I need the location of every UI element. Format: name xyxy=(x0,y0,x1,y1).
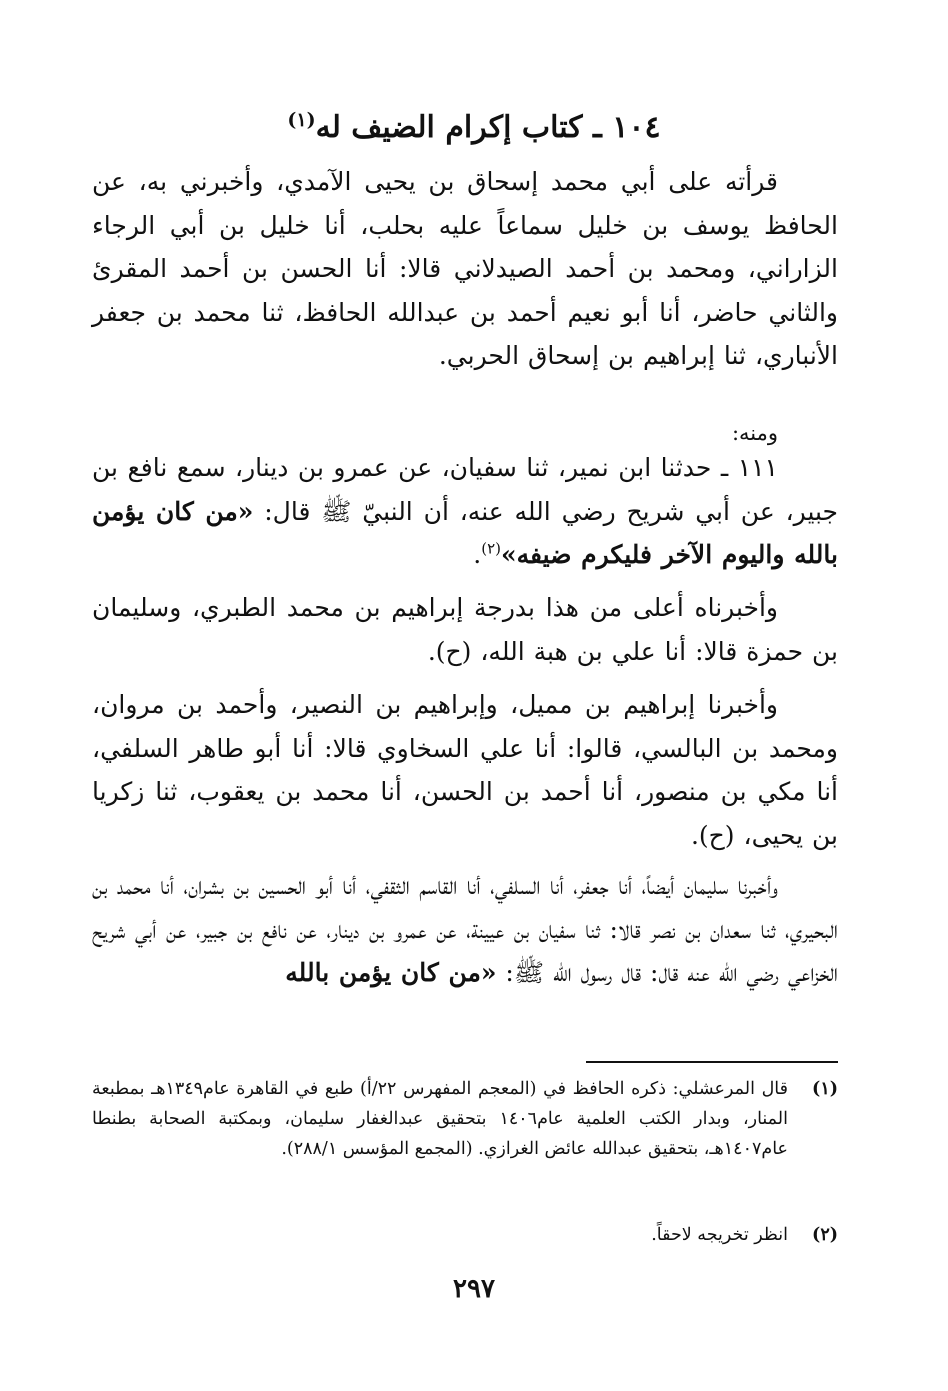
hadith-text: «من كان يؤمن بالله واليوم الآخر فليكرم ضيفه» xyxy=(92,496,838,569)
paragraph-1: قرأته على أبي محمد إسحاق بن يحيى الآمدي، وأخبرني به، عن الحافظ يوسف بن خليل سماعاً عليه بحلب، أنا خليل بن أبي الرجاء الزاراني، ومحمد بن أحمد الصيدلاني قالا: أنا الحسن بن أحمد المقرئ والثاني حاضر، أنا أبو نعيم أحمد بن عبدالله الحافظ، ثنا محمد بن جعفر الأنباري، ثنا إبراهيم بن إسحاق الحربي. xyxy=(92,167,838,370)
paragraph-1-block xyxy=(92,160,838,378)
paragraph-4-block xyxy=(92,586,838,673)
hadith-paragraph xyxy=(92,446,838,577)
footnote-2 xyxy=(92,1220,838,1250)
paragraph-4: وأخبرناه أعلى من هذا بدرجة إبراهيم بن محمد الطبري، وسليمان بن حمزة قالا: أنا علي بن هبة الله، (ح). xyxy=(92,593,838,666)
footnote-1-marker: (١) xyxy=(812,1079,838,1099)
paragraph-6-hadith: «من كان يؤمن بالله xyxy=(285,958,497,987)
paragraph-6-chain: وأخبرنا سليمان أيضاً، أنا جعفر، أنا السلفي، أنا القاسم الثقفي، أنا أبو الحسين بن بشران، أنا محمد بن البحيري، ثنا سعدان بن نصر قالا: ثنا سفيان بن عيينة، عن عمرو بن دينار، عن نافع بن جبير، عن أبي شريح الخزاعي رضي الله عنه قال: قال رسول الله ﷺ: xyxy=(92,871,838,987)
footnote-2-marker: (٢) xyxy=(812,1225,838,1245)
hadith-end-punctuation: . xyxy=(473,540,482,569)
paragraph-2: ومنه: xyxy=(731,421,778,445)
footnote-2-text: انظر تخريجه لاحقاً. xyxy=(651,1225,788,1245)
chapter-title xyxy=(0,100,948,148)
footnote-separator xyxy=(586,1061,838,1063)
footnote-1-text: قال المرعشلي: ذكره الحافظ في (المعجم المفهرس ٢٢/أ) طبع في القاهرة عام١٣٤٩هـ بمطبعة المنار، وبدار الكتب العلمية عام١٤٠٦ بتحقيق عبدالغفار سليمان، وبمكتبة الصحابة بطنطا عام١٤٠٧هـ، بتحقيق عبدالله عائض الغرازي. (المجمع المؤسس ٢٨٨/١). xyxy=(92,1079,788,1159)
paragraph-3-block xyxy=(92,446,838,577)
paragraph-5-block xyxy=(92,683,838,857)
chapter-title-text: ١٠٤ ـ كتاب إكرام الضيف له xyxy=(315,110,661,145)
hadith-footnote-ref[interactable]: (٢) xyxy=(481,539,501,558)
page-number: ٢٩٧ xyxy=(453,1274,495,1304)
paragraph-6-block xyxy=(92,864,838,995)
hadith-chain: ١١١ ـ حدثنا ابن نمير، ثنا سفيان، عن عمرو بن دينار، سمع نافع بن جبير، عن أبي شريح رضي الله عنه، أن النبيّ ﷺ قال: xyxy=(92,453,838,526)
title-footnote-ref[interactable]: (١) xyxy=(287,109,316,131)
footnote-1 xyxy=(92,1074,838,1164)
paragraph-5: وأخبرنا إبراهيم بن مميل، وإبراهيم بن النصير، وأحمد بن مروان، ومحمد بن البالسي، قالوا: أنا علي السخاوي قالا: أنا أبو طاهر السلفي، أنا مكي بن منصور، أنا أحمد بن الحسن، أنا محمد بن يعقوب، ثنا زكريا بن يحيى، (ح). xyxy=(92,690,838,850)
paragraph-6 xyxy=(92,864,838,995)
